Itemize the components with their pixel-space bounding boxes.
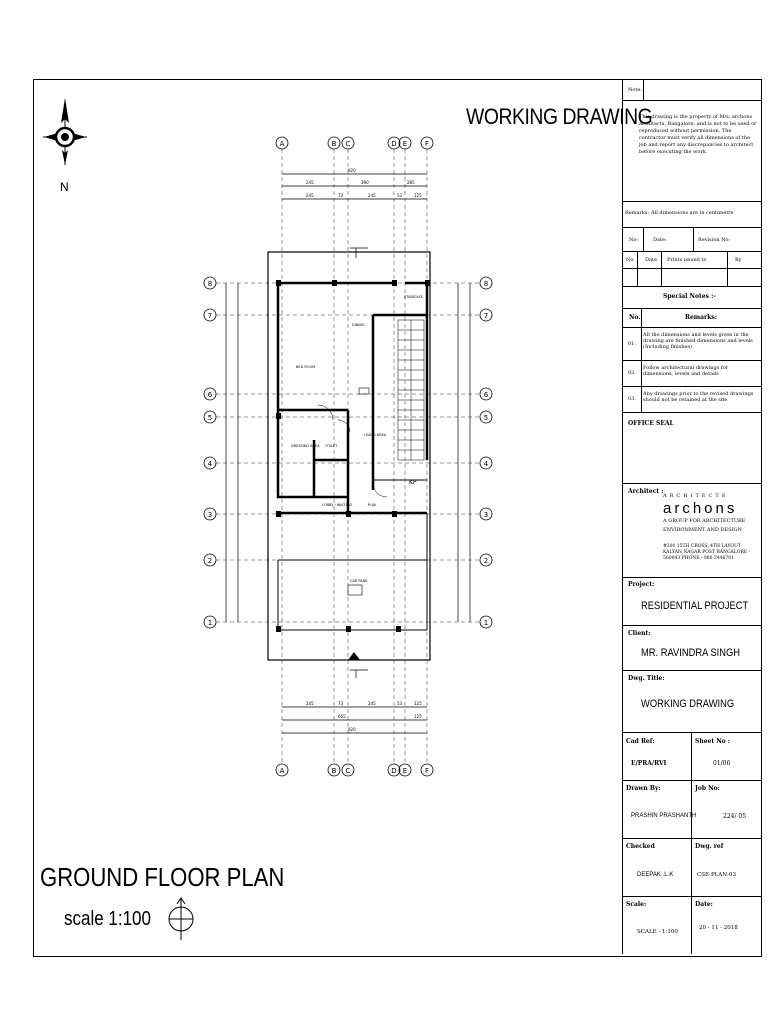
job-no: 224/ 05 [723, 813, 747, 820]
note-3-no: 03. [628, 396, 636, 402]
checked: DEEPAK .L.K [637, 872, 674, 878]
sheet-no: 01/06 [713, 760, 731, 767]
notes-remarks-header: Remarks: [685, 314, 717, 321]
scale-label: Scale: [626, 901, 647, 908]
print-issued: Prints issued to [667, 257, 707, 263]
dim-bottom-overall: 920 [348, 727, 356, 732]
client-name: MR. RAVINDRA SINGH [641, 647, 741, 659]
firm-tagline: ARCHITECTS [663, 493, 729, 499]
drawing-title: WORKING DRAWING [466, 104, 653, 129]
job-no-label: Job No: [695, 785, 720, 792]
plan-title: GROUND FLOOR PLAN [40, 862, 285, 892]
grid-row-4-right: 4 [483, 460, 489, 468]
grid-col-c-top: C [345, 140, 351, 148]
room-puja: PUJA [368, 503, 377, 507]
architect-label: Architect : [628, 488, 664, 495]
room-car-park: CAR PARK [350, 579, 368, 583]
date: 20 - 11 - 2018 [699, 925, 738, 931]
sheet-no-label: Sheet No : [695, 738, 730, 745]
tb-note-row [623, 80, 761, 101]
dim-top-sub-4: 125 [414, 193, 422, 198]
grid-row-2-right: 2 [483, 557, 489, 565]
project-name: RESIDENTIAL PROJECT [641, 600, 749, 612]
dwg-title: WORKING DRAWING [641, 698, 735, 710]
room-bedroom: BED ROOM [296, 365, 316, 369]
dim-top-overall: 920 [348, 168, 356, 173]
grid-row-3-left: 3 [207, 511, 213, 519]
title-block [622, 80, 761, 954]
tb-revision-row [623, 227, 761, 252]
print-by: By [735, 257, 742, 263]
project-label: Project: [628, 581, 655, 588]
scale-north-icon [166, 896, 196, 942]
grid-col-f-bottom: F [424, 767, 430, 775]
dim-bottom-seg-1: 73 [338, 701, 344, 706]
grid-col-b-top: B [331, 140, 337, 148]
firm-address: #200 15TH CROSS, 4TH LAYOUT KALYAN NAGAR POST BANGALORE - 560043 PHONE - 080 2446701 [663, 544, 751, 561]
grid-col-d-top: D [391, 140, 397, 148]
note-text: This drawing is the property of M/s. archons architects, Bangalore. and is not to be used or reproduced without permission. The contractor must verify all dimensions of the job and report any discrepancies to architect before executing the work. [639, 114, 757, 155]
grid-col-a-bottom: A [279, 767, 285, 775]
grid-row-7-left: 7 [207, 312, 213, 320]
dim-bottom-seg-0: 245 [306, 701, 314, 706]
grid-row-7-right: 7 [483, 312, 489, 320]
bottom-grid-bubbles [276, 764, 433, 776]
scale: SCALE - 1:100 [637, 929, 678, 935]
room-toilet: TOILET [325, 444, 338, 448]
drawn-by-label: Drawn By: [626, 785, 661, 792]
grid-row-2-left: 2 [207, 557, 213, 565]
cad-ref-label: Cad Ref: [626, 738, 655, 745]
dim-bottom-seg-2: 245 [368, 701, 376, 706]
rev-no: No: [629, 237, 639, 243]
dim-bottom-sub-0: 665 [338, 714, 346, 719]
room-dressing: DRESSING AREA [291, 444, 320, 448]
note-2-text: Follow architectural drawings for dimensions, levels and details [643, 365, 729, 377]
top-grid-bubbles [276, 137, 433, 149]
tb-remarks-row [623, 201, 761, 228]
grid-row-6-right: 6 [483, 391, 489, 399]
note-3-text: Any drawings prior to the revised drawings should not be retained at the site [643, 391, 754, 403]
room-living: LIVING AREA [364, 433, 387, 437]
kitchen-label: KP [409, 479, 417, 486]
dim-top-seg-0: 245 [306, 180, 314, 185]
checked-label: Checked [626, 843, 655, 850]
grid-row-1-right: 1 [483, 619, 489, 627]
rev-revision: Revision No: [698, 237, 731, 243]
floor-plan [198, 130, 498, 785]
grid-row-3-right: 3 [483, 511, 489, 519]
remarks-text: All dimensions are in centimetre [651, 210, 734, 216]
notes-no-header: No. [629, 314, 641, 321]
dwg-ref: CSE-PLAN-03 [697, 872, 736, 878]
note-1-no: 01. [628, 341, 636, 347]
client-label: Client: [628, 630, 651, 637]
grid-row-8-left: 8 [207, 280, 213, 288]
dim-top-sub-3: 53 [397, 193, 403, 198]
plan-scale: scale 1:100 [64, 908, 151, 930]
room-dining: DINING [352, 323, 365, 327]
print-date: Date [645, 257, 657, 263]
grid-col-f-top: F [424, 140, 430, 148]
dim-bottom-sub-1: 125 [414, 714, 422, 719]
grid-row-6-left: 6 [207, 391, 213, 399]
dwg-title-label: Dwg. Title: [628, 675, 665, 682]
grid-col-e-bottom: E [402, 767, 408, 775]
note-1-text: All the dimensions and levels given in the drawing are finished dimensions and levels (Including finishes) [643, 332, 753, 350]
grid-col-b-bottom: B [331, 767, 337, 775]
dim-top-sub-0: 245 [306, 193, 314, 198]
rev-date: Date: [653, 237, 667, 243]
dim-bottom-seg-3: 53 [397, 701, 403, 706]
firm-desc-2: ENVIRONMENT AND DESIGN [663, 527, 742, 533]
grid-col-a-top: A [279, 140, 285, 148]
dim-bottom-seg-4: 125 [414, 701, 422, 706]
remarks-label: Remarks: [625, 210, 650, 216]
grid-row-5-left: 5 [207, 414, 213, 422]
room-staircase: STAIRCASE [404, 295, 424, 299]
note-2-no: 02. [628, 370, 636, 376]
firm-name: archons [663, 500, 738, 517]
dim-top-seg-1: 390 [361, 180, 369, 185]
office-seal-label: OFFICE SEAL [628, 420, 674, 427]
dim-top-seg-2: 285 [407, 180, 415, 185]
grid-row-1-left: 1 [207, 619, 213, 627]
tb-prints-row [623, 252, 761, 269]
note-label: Note: [628, 87, 643, 93]
cad-ref: E/PRA/RVI [631, 760, 667, 767]
room-lobby: LOBBY / WAITING [322, 503, 352, 507]
print-no: No. [626, 257, 635, 263]
date-label: Date: [695, 901, 713, 908]
grid-row-8-right: 8 [483, 280, 489, 288]
firm-desc-1: A GROUP FOR ARCHITECTURE [663, 518, 746, 524]
dwg-ref-label: Dwg. ref [695, 843, 724, 850]
grid-row-4-left: 4 [207, 460, 213, 468]
grid-row-5-right: 5 [483, 414, 489, 422]
north-label: N [60, 180, 69, 194]
grid-col-e-top: E [402, 140, 408, 148]
grid-col-c-bottom: C [345, 767, 351, 775]
dim-top-sub-1: 73 [338, 193, 344, 198]
special-notes-label: Special Notes :- [663, 293, 716, 300]
drawn-by: PRASHIN PRASHANTH [631, 813, 697, 819]
grid-col-d-bottom: D [391, 767, 397, 775]
dim-top-sub-2: 245 [368, 193, 376, 198]
